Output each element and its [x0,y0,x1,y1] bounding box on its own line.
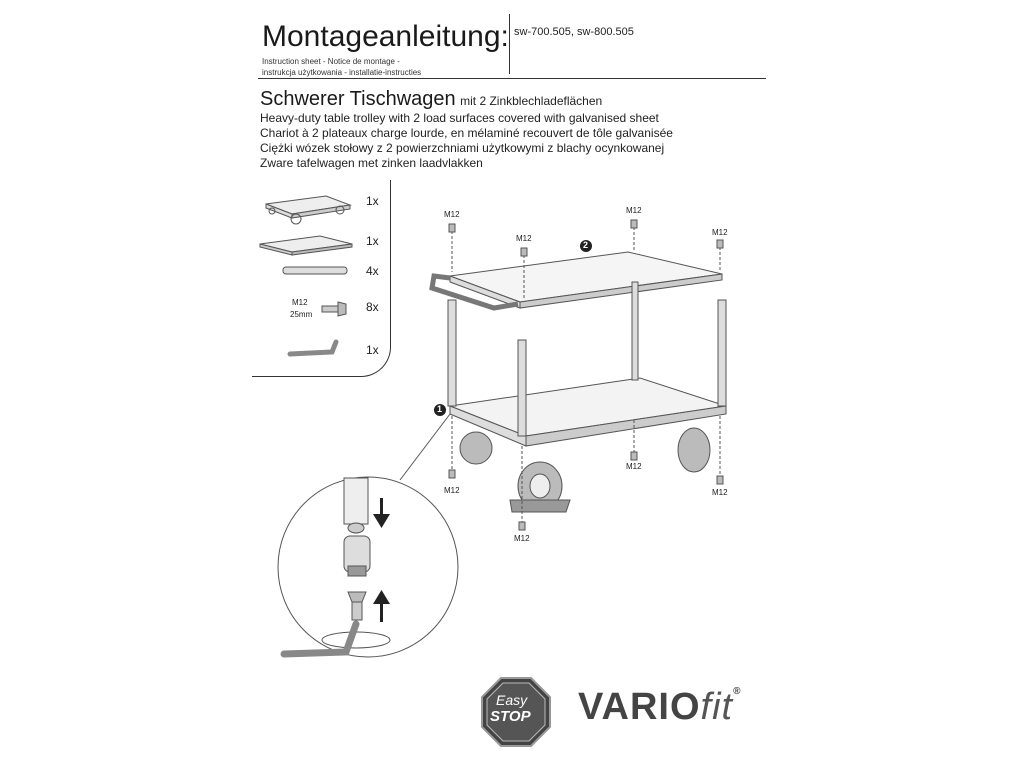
easy-stop-easy-text: Easy [496,692,528,708]
trolley-drawing [432,220,726,530]
screw-label: M12 [712,488,728,497]
tube-icon [283,267,347,274]
product-description-pl: Ciężki wózek stołowy z 2 powierzchniami użytkowymi z blachy ocynkowanej [260,141,665,155]
registered-mark: ® [733,686,742,697]
step-1-number: 1 [437,404,443,414]
screw-label: M12 [444,486,460,495]
variofit-logo [578,686,741,729]
screw-label: M12 [444,210,460,219]
screw-length-label: 25mm [290,310,313,319]
subtitle-line-2: instrukcja użytkowania - installatie-instructies [262,68,422,77]
screw-size-label: M12 [292,298,308,307]
model-numbers: sw-700.505, sw-800.505 [514,26,634,38]
part-qty-screws: 8x [366,300,379,314]
product-description-fr: Chariot à 2 plateaux charge lourde, en mélaminé recouvert de tôle galvanisée [260,126,673,140]
easy-stop-stop-text: STOP [490,708,531,725]
step-2-number: 2 [583,240,589,250]
screw-label: M12 [514,534,530,543]
product-description-en: Heavy-duty table trolley with 2 load surfaces covered with galvanised sheet [260,111,659,125]
allen-key-icon [290,342,336,354]
screw-label: M12 [516,234,532,243]
screw-label: M12 [626,206,642,215]
product-name-suffix: mit 2 Zinkblechladeflächen [460,94,603,108]
brand-main: VARIO [578,686,701,728]
product-name: Schwerer Tischwagen [260,88,456,110]
screw-label: M12 [712,228,728,237]
product-description-nl: Zware tafelwagen met zinken laadvlakken [260,156,483,170]
screw-label: M12 [626,462,642,471]
part-qty-key: 1x [366,343,379,357]
detail-magnifier [278,414,458,657]
part-qty-base: 1x [366,194,379,208]
top-shelf-icon [260,236,352,255]
base-platform-icon [266,196,350,224]
part-qty-tubes: 4x [366,264,379,278]
part-qty-shelf: 1x [366,234,379,248]
brand-fit: fit [700,686,734,728]
subtitle-line-1: Instruction sheet - Notice de montage - [262,57,400,66]
screw-icon [322,302,346,316]
page-title: Montageanleitung: [262,20,509,53]
